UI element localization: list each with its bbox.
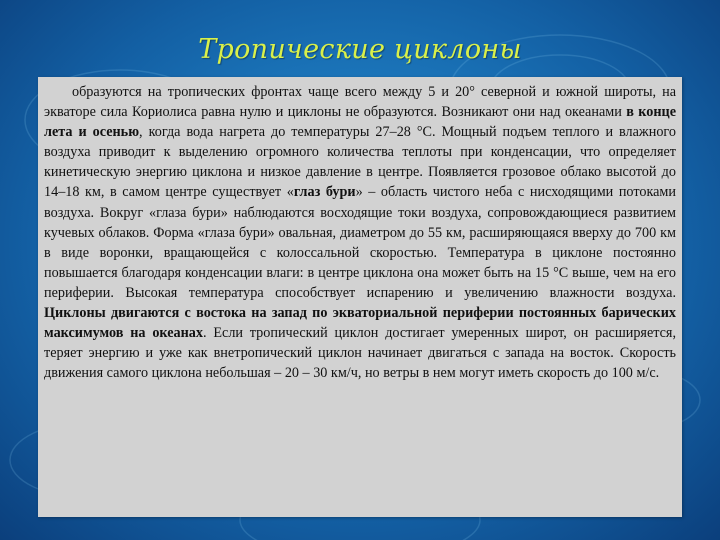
text-run: » – область чистого неба с нисходящими потоками воздуха. Вокруг «глаза бури» наблюдаются восходящие токи воздуха, сопровождающиеся развитием кучевых облаков. Форма «глаза бури» овальная, диаметром до 55 км, расширяющаяся вверху до 700 км в виде воронки, вращающейся с колоссальной скоростью. Температура в циклоне постоянно повышается благодаря конденсации влаги: в центре циклона она может быть на 15 °С выше, чем на его периферии. Высокая температура способствует испарению и увеличению влажности воздуха. xyxy=(44,184,676,301)
text-run: , когда вода нагрета до температуры 27–28 °С. Мощный подъем теплого и влажного воздуха приводит к выделению огромного количества теплоты при конденсации, что определяет кинетическую энергию циклона и низкое давление в центре. Появляется грозовое облако высотой до 14–18 км, в самом центре существует « xyxy=(44,124,676,201)
text-run: образуются на тропических фронтах чаще всего между 5 и 20° северной и южной широты, на экваторе сила Кориолиса равна нулю и циклоны не образуются. Возникают они над океанами xyxy=(44,84,676,121)
bold-text-run: глаз бури xyxy=(293,184,356,201)
body-paragraph xyxy=(44,82,676,383)
bold-text-run: Циклоны двигаются с востока на запад по экваториальной периферии постоянных барических максимумов на океанах xyxy=(44,305,676,342)
slide-title: Тропические циклоны xyxy=(198,34,522,65)
bold-text-run: в конце лета и осенью xyxy=(44,104,677,141)
text-run: . Если тропический циклон достигает умеренных широт, он расширяется, теряет энергию и уже как внетропический циклон начинает двигаться с запада на восток. Скорость движения самого циклона небольшая – 20 – 30 км/ч, но ветры в нем могут иметь скорость до 100 м/с. xyxy=(44,325,676,382)
